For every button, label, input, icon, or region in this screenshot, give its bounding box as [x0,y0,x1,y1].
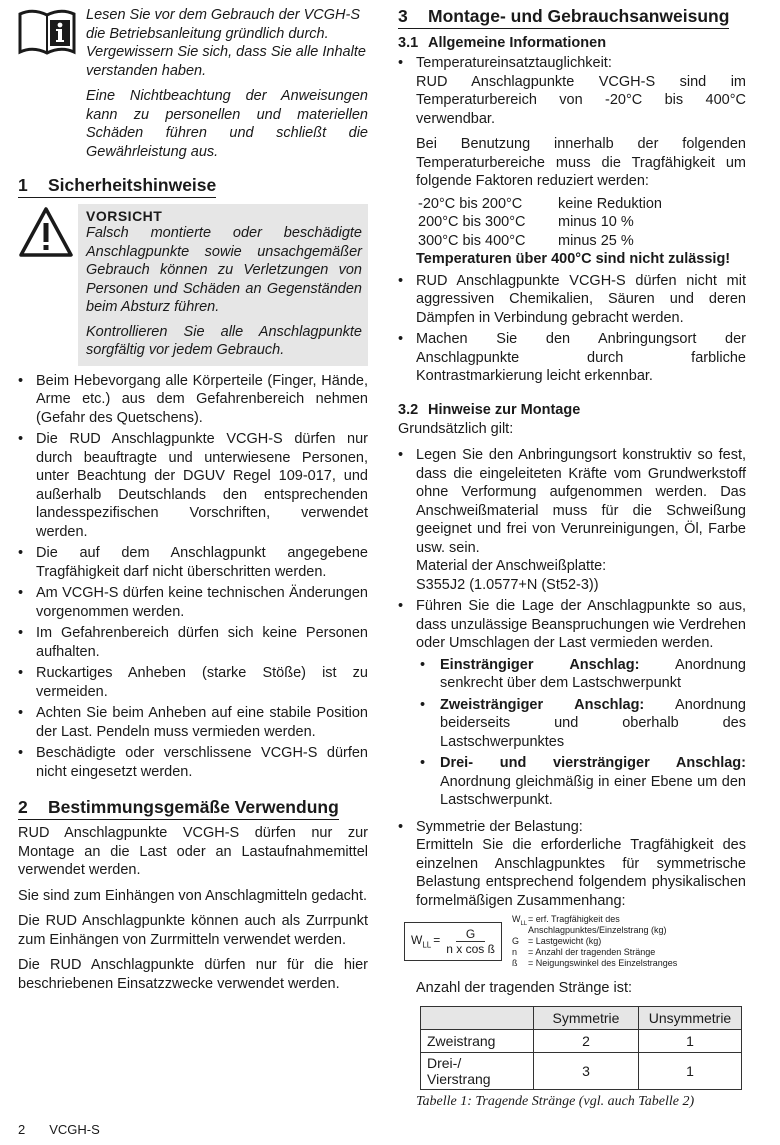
formula-denominator: n x cos ß [446,942,495,956]
symmetry-paragraph: Ermitteln Sie die erforderliche Tragfähigkeit des einzelnen Anschlagpunktes für symmetrische Belastung entsprechend folgendem physikalischen formelmäßigen Zusammenhang: [416,837,746,909]
list-item: • Die auf dem Anschlagpunkt angegebene Tragfähigkeit darf nicht überschritten werden. [18,544,368,581]
left-column [18,6,368,993]
table-header-cell: Symmetrie [534,1006,639,1029]
section-1-heading: 1 Sicherheitshinweise [18,175,216,198]
section-3-2-lead: Grundsätzlich gilt: [398,420,514,437]
list-item: • Zweisträngiger Anschlag: Anordnung beiderseits und oberhalb des Lastschwerpunktes [416,696,746,752]
table-caption: Tabelle 1: Tragende Stränge (vgl. auch Tabelle 2) [416,1093,695,1109]
section-2-heading: 2 Bestimmungsgemäße Verwendung [18,797,339,820]
safety-list [18,372,368,782]
temperature-factor: keine Reduktion [558,195,662,212]
table-header-cell: Unsymmetrie [639,1006,742,1029]
section-2-paragraph: RUD Anschlagpunkte VCGH-S dürfen nur zur Montage an die Last oder an Lastaufnahmemittel verwendet werden. [18,825,368,878]
symmetry-label: • Symmetrie der Belastung: [416,818,583,835]
list-item: • Einsträngiger Anschlag: Anordnung senkrecht über dem Lastschwerpunkt [416,656,746,693]
list-item: • Achten Sie beim Anheben auf eine stabile Position der Last. Pendeln muss vermieden werden. [18,704,368,741]
temperature-warning: Temperaturen über 400°C sind nicht zulässig! [416,251,731,267]
formula [404,914,746,969]
material-value: S355J2 (1.0577+N (St52-3)) [416,576,599,593]
right-column [398,6,746,1110]
table-row [421,1052,742,1089]
temperature-range: 200°C bis 300°C [418,214,526,230]
list-item: • Im Gefahrenbereich dürfen sich keine Personen aufhalten. [18,624,368,661]
section-2-paragraph: Die RUD Anschlagpunkte können auch als Zurrpunkt zum Einhängen von Zurrmitteln verwendet werden. [18,913,368,948]
temperature-paragraph-2: Bei Benutzung innerhalb der folgenden Temperaturbereiche muss die Tragfähigkeit um folgende Faktoren reduziert werden: [416,136,746,189]
table-cell: 1 [639,1029,742,1052]
caution-paragraph-1: Falsch montierte oder beschädigte Anschlagpunkte sowie unsachgemäßer Gebrauch können zu Verletzungen von Personen und Schäden an Gegenständen beim Absturz führen. [86,225,362,315]
intro-note [18,6,368,161]
temperature-paragraph-1: RUD Anschlagpunkte VCGH-S sind im Temperaturbereich von -20°C bis 400°C verwendbar. [416,73,746,127]
table-header-row [421,1006,742,1029]
intro-paragraph-1: Lesen Sie vor dem Gebrauch der VCGH-S die Betriebsanleitung gründlich durch. Vergewissern Sie sich, dass Sie alle Inhalte verstanden haben. [86,7,366,79]
formula-lhs: $W_{LL}$ = [411,933,441,950]
list-item: • Die RUD Anschlagpunkte VCGH-S dürfen nur durch beauftragte und unterwiesene Personen, unter Beachtung der DGUV Regel 109-017, und außerhalb Deutschlands den entsprechenden landesspezifischen Vorschriften, verwendet werden. [18,430,368,541]
temperature-factor: minus 25 % [558,232,634,249]
list-item [398,446,746,594]
section-2-paragraph: Sie sind zum Einhängen von Anschlagmitteln gedacht. [18,887,368,904]
section-3-2-heading: 3.2 Hinweise zur Montage [398,401,581,418]
list-item: • Beim Hebevorgang alle Körperteile (Finger, Hände, Arme etc.) aus dem Gefahrenbereich nehmen (Gefahr des Quetschens). [18,372,368,428]
temperature-factor: minus 10 % [558,214,634,230]
formula-box [404,922,502,961]
temperature-range: -20°C bis 200°C [418,195,523,212]
section-3-1-heading: 3.1 Allgemeine Informationen [398,35,607,51]
table-row [421,1029,742,1052]
read-manual-icon [18,6,76,58]
legend-row: G = Lastgewicht (kg) [511,936,602,946]
list-item: • Machen Sie den Anbringungsort der Anschlagpunkte durch farbliche Kontrastmarkierung leicht erkennbar. [398,330,746,386]
caution-title: VORSICHT [86,208,163,224]
list-item: • Drei- und viersträngiger Anschlag: Anordnung gleichmäßig in einer Ebene um den Lastschwerpunkt. [416,754,746,810]
temperature-label: • Temperatureinsatztauglichkeit: [416,55,612,71]
section-3-heading: 3 Montage- und Gebrauchsanweisung [398,6,729,29]
list-item [398,597,746,810]
formula-legend [512,914,688,969]
strands-table [420,1006,742,1090]
list-item: • Am VCGH-S dürfen keine technischen Änderungen vorgenommen werden. [18,584,368,621]
mounting-paragraph: • Führen Sie die Lage der Anschlagpunkte so aus, dass unzulässige Beanspruchungen wie Verdrehen oder Umschlagen der Last vermieden werden. [416,598,746,651]
table-cell: 1 [639,1052,742,1089]
list-item [398,54,746,269]
warning-triangle-icon [18,206,74,258]
mounting-list [398,446,746,910]
caution-box [78,204,368,366]
temperature-range: 300°C bis 400°C [418,232,526,249]
legend-row: n = Anzahl der tragenden Stränge [511,947,656,957]
table-intro: Anzahl der tragenden Stränge ist: [416,980,633,996]
list-item: • RUD Anschlagpunkte VCGH-S dürfen nicht mit aggressiven Chemikalien, Säuren und deren Dämpfen in Verbindung gebracht werden. [398,272,746,328]
formula-fraction [446,927,495,956]
table-header-cell [421,1006,534,1029]
table-cell: Drei-/ Vierstrang [421,1052,534,1089]
sling-arrangement-list [416,656,746,810]
list-item: • Beschädigte oder verschlissene VCGH-S dürfen nicht eingesetzt werden. [18,744,368,781]
mounting-paragraph: • Legen Sie den Anbringungsort konstruktiv so fest, dass die eingeleiteten Kräfte vom Grundwerkstoff ohne Verformung aufgenommen werden. Das Anschweißmaterial muss für die Schweißung geeignet und frei von Verunreinigungen, Öl, Farbe usw. sein. [416,447,746,556]
formula-numerator: G [456,927,485,942]
table-cell: 2 [534,1029,639,1052]
table-cell: Zweistrang [421,1029,534,1052]
list-item: • Ruckartiges Anheben (starke Stöße) ist zu vermeiden. [18,664,368,701]
legend-row: ß = Neigungswinkel des Einzelstranges [511,958,678,968]
page-footer [18,1122,100,1137]
page-number: 2 [18,1122,26,1137]
legend-row: $W_{LL}$ = erf. Tragfähigkeit des Anschlagpunktes/Einzelstrang (kg) [511,914,667,935]
table-cell: 3 [534,1052,639,1089]
section-2-paragraph: Die RUD Anschlagpunkte dürfen nur für die hier beschriebenen Einsatzzwecke verwendet werden. [18,957,368,992]
list-item [398,818,746,911]
caution-block [18,204,368,366]
temperature-table [418,195,746,251]
general-info-list [398,54,746,386]
material-label: Material der Anschweißplatte: [416,558,607,574]
intro-paragraph-2: Eine Nichtbeachtung der Anweisungen kann zu personellen und materiellen Schäden führen und schließt die Gewährleistung aus. [86,88,368,160]
caution-paragraph-2: Kontrollieren Sie alle Anschlagpunkte sorgfältig vor jedem Gebrauch. [86,323,362,358]
footer-product: VCGH-S [49,1122,100,1137]
